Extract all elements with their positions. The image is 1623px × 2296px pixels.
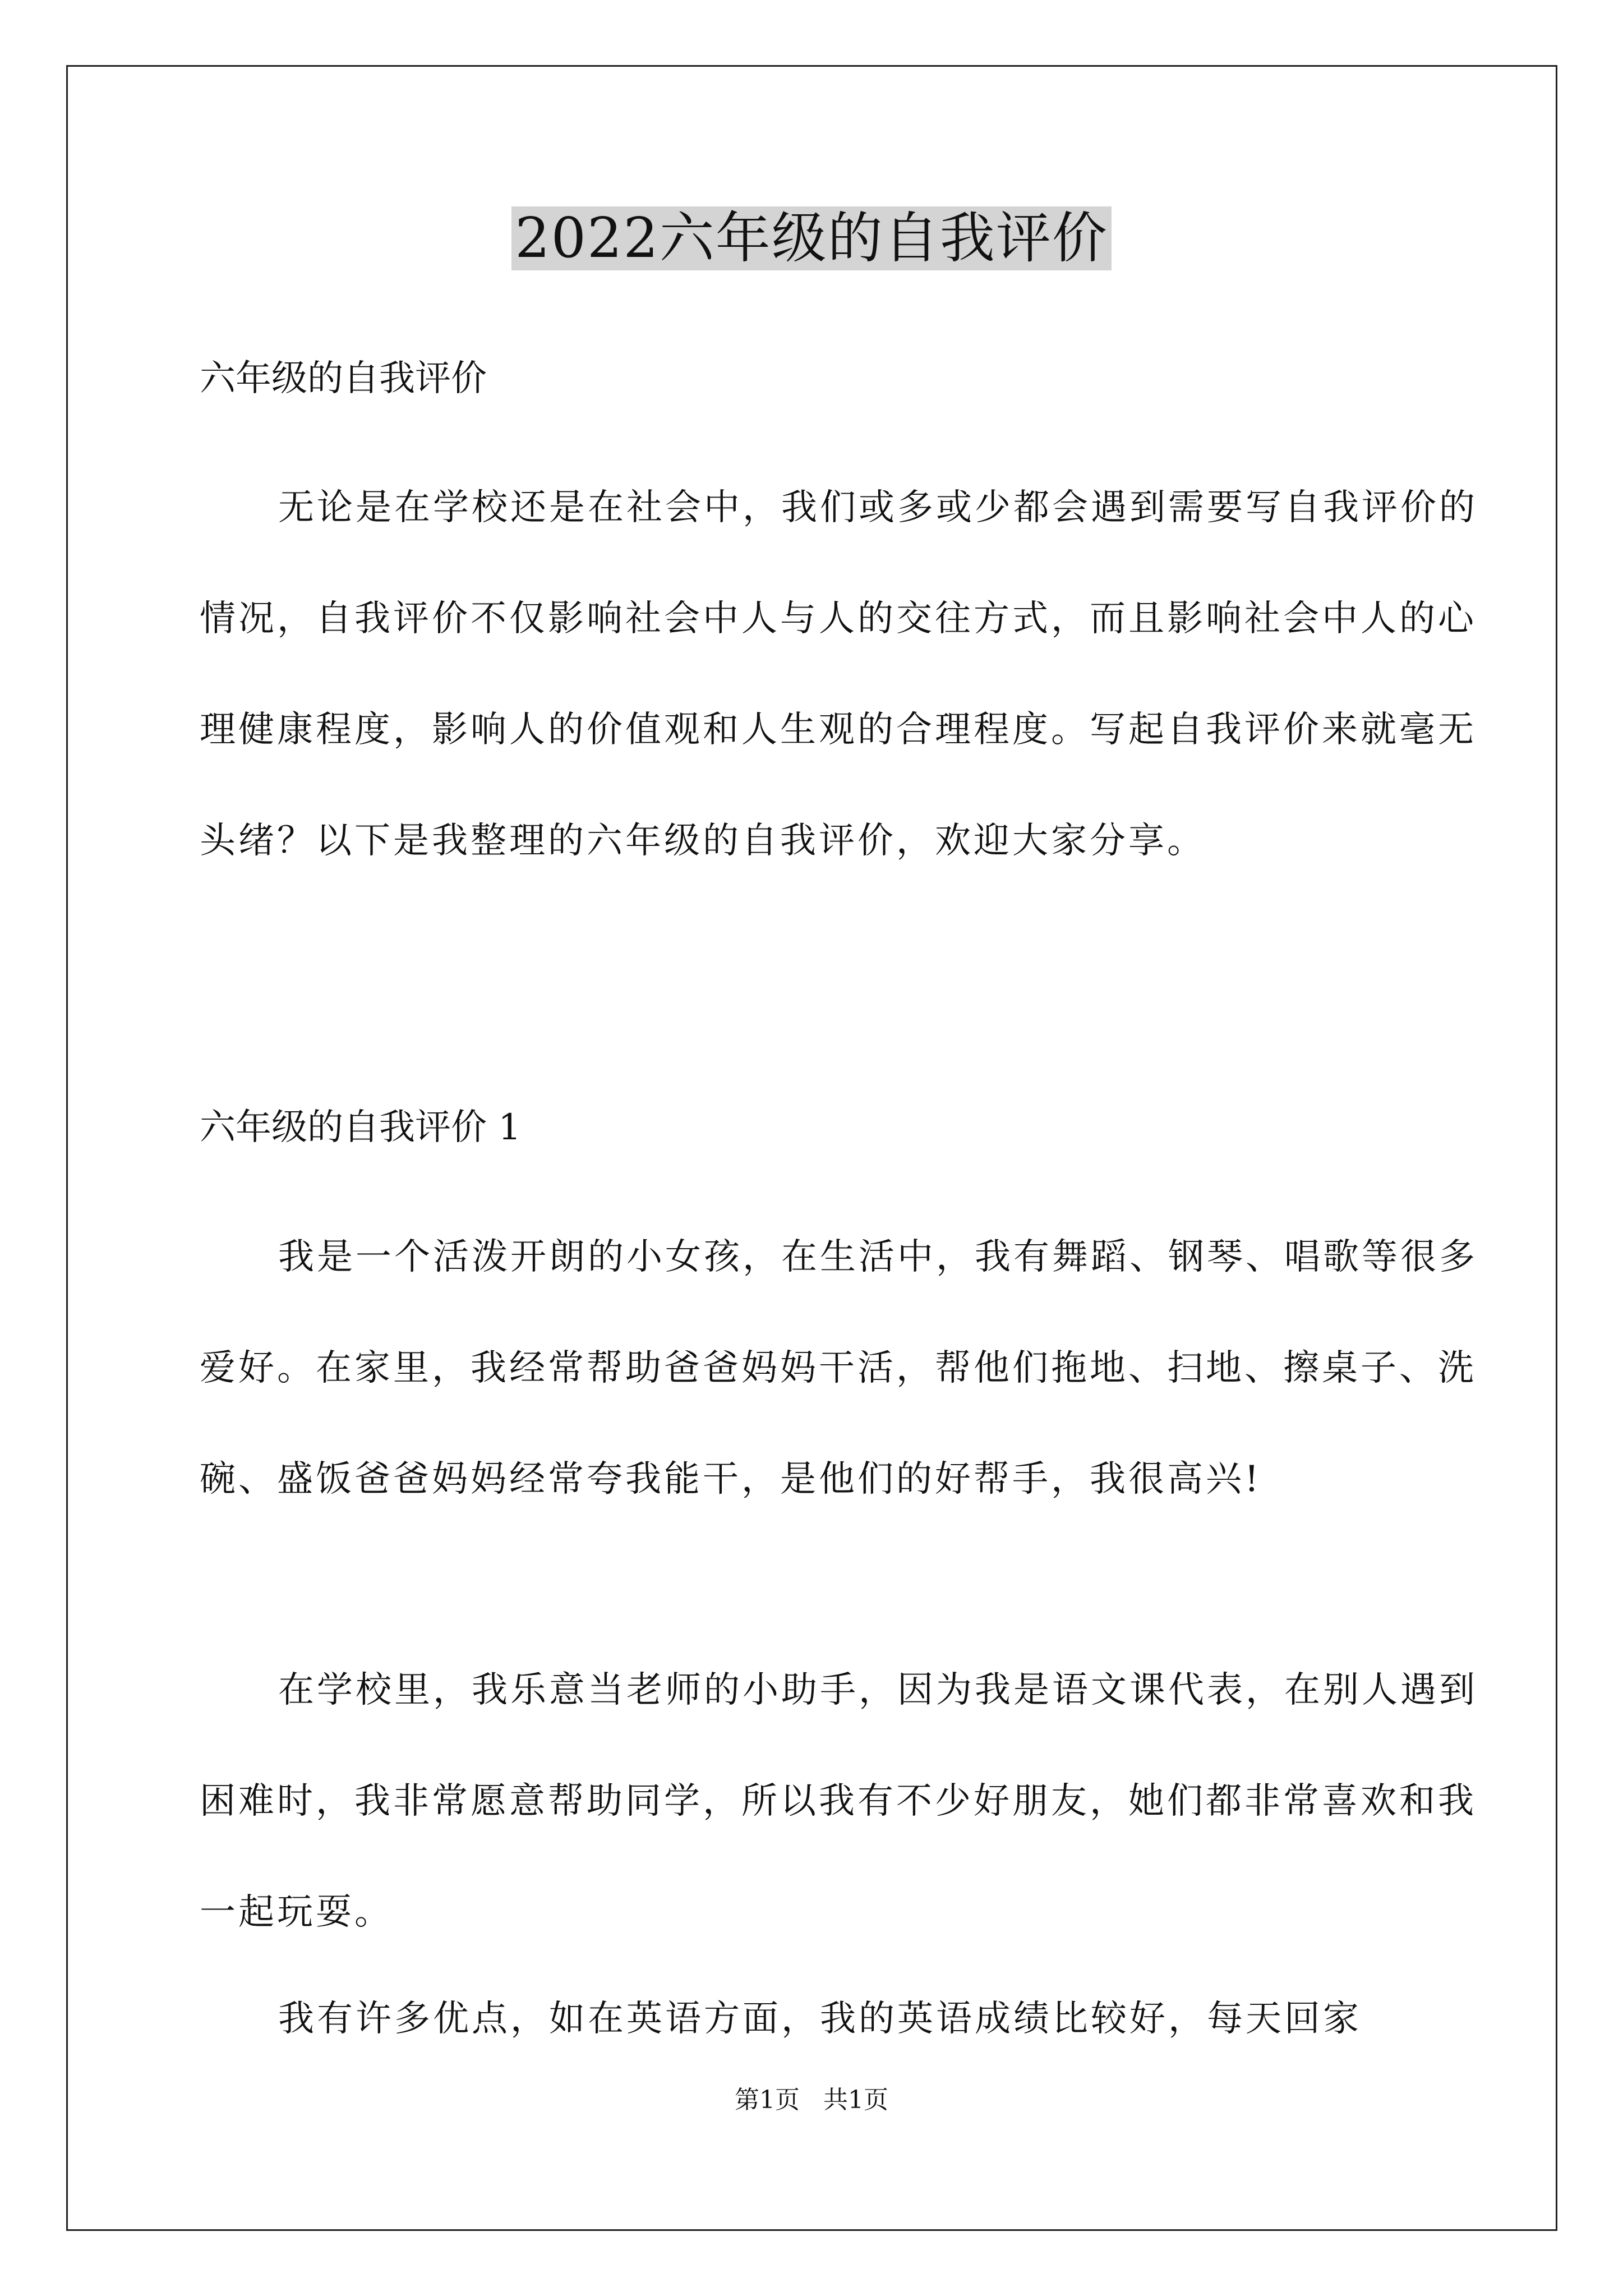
body-paragraph-1: 我是一个活泼开朗的小女孩，在生活中，我有舞蹈、钢琴、唱歌等很多爱好。在家里，我经常帮助爸爸妈妈干活，帮他们拖地、扫地、擦桌子、洗碗、盛饭爸爸妈妈经常夸我能干，是他们的好帮手，我很高兴!: [200, 1236, 1478, 1500]
body-paragraph-3: 我有许多优点，如在英语方面，我的英语成绩比较好，每天回家: [278, 1998, 1362, 2040]
document-title-text: 2022六年级的自我评价: [511, 206, 1111, 270]
body-paragraph-2: 在学校里，我乐意当老师的小助手，因为我是语文课代表，在别人遇到困难时，我非常愿意帮助同学，所以我有不少好朋友，她们都非常喜欢和我一起玩耍。: [200, 1669, 1478, 1933]
intro-heading: 六年级的自我评价: [200, 358, 487, 399]
section-heading: 六年级的自我评价 1: [200, 1107, 522, 1148]
page-footer: 第1页 共1页: [735, 2086, 888, 2114]
document-title: [0, 199, 1623, 278]
intro-paragraph: 无论是在学校还是在社会中，我们或多或少都会遇到需要写自我评价的情况，自我评价不仅影响社会中人与人的交往方式，而且影响社会中人的心理健康程度，影响人的价值观和人生观的合理程度。写起自我评价来就毫无头绪？以下是我整理的六年级的自我评价，欢迎大家分享。: [200, 487, 1478, 862]
